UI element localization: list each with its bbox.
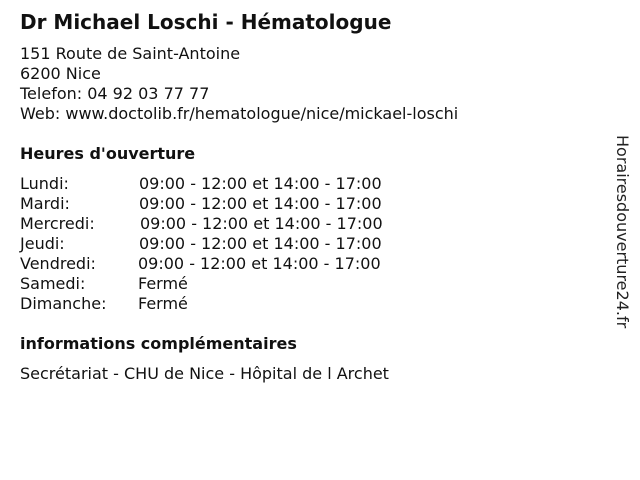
time-value: 09:00 - 12:00 et 14:00 - 17:00 [140, 214, 383, 233]
time-value: 09:00 - 12:00 et 14:00 - 17:00 [138, 254, 381, 273]
opening-hours-heading: Heures d'ouverture [20, 144, 196, 163]
day-label: Lundi: [20, 174, 69, 193]
phone-number: Telefon: 04 92 03 77 77 [20, 84, 210, 103]
additional-info-text: Secrétariat - CHU de Nice - Hôpital de l Archet [20, 364, 389, 383]
day-label: Mercredi: [20, 214, 95, 233]
website: Web: www.doctolib.fr/hematologue/nice/mickael-loschi [20, 104, 459, 123]
time-value: 09:00 - 12:00 et 14:00 - 17:00 [139, 194, 382, 213]
day-label: Mardi: [20, 194, 70, 213]
page-title: Dr Michael Loschi - Hématologue [20, 10, 392, 34]
address-city: 6200 Nice [20, 64, 101, 83]
additional-info-heading: informations complémentaires [20, 334, 297, 353]
time-value: Fermé [138, 294, 188, 313]
site-watermark: Horairesdouverture24.fr [613, 135, 632, 329]
day-label: Jeudi: [20, 234, 65, 253]
day-label: Dimanche: [20, 294, 107, 313]
address-block [20, 44, 458, 124]
address-street: 151 Route de Saint-Antoine [20, 44, 241, 63]
time-value: Fermé [138, 274, 188, 293]
time-value: 09:00 - 12:00 et 14:00 - 17:00 [139, 234, 382, 253]
time-value: 09:00 - 12:00 et 14:00 - 17:00 [139, 174, 382, 193]
day-label: Vendredi: [20, 254, 96, 273]
day-label: Samedi: [20, 274, 86, 293]
